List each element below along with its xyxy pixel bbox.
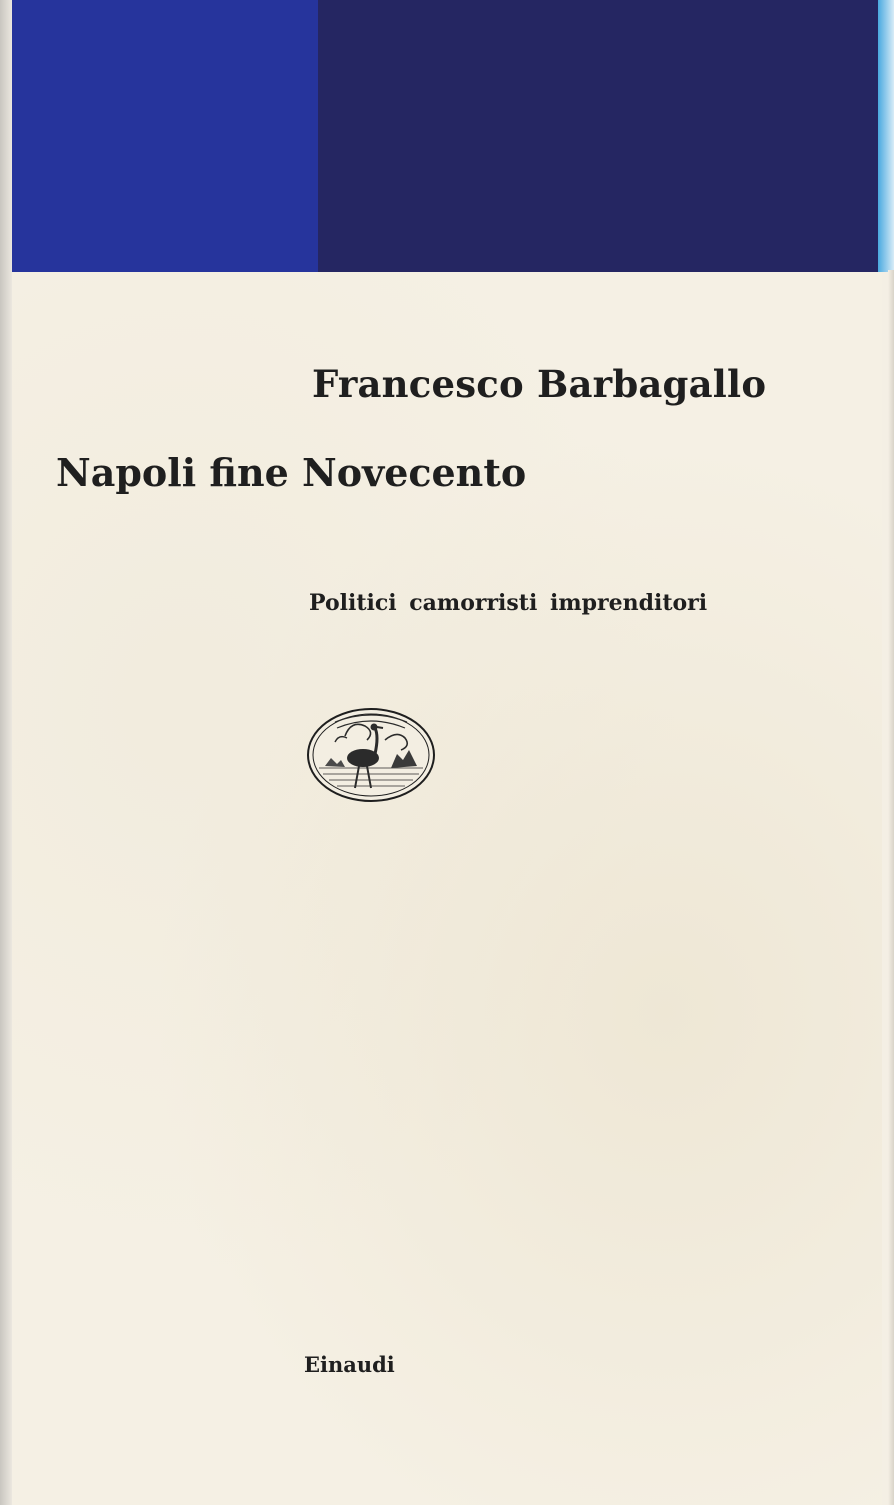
book-subtitle: Politici camorristi imprenditori — [309, 590, 708, 616]
publisher-name: Einaudi — [304, 1352, 395, 1377]
color-band-edge — [878, 0, 894, 272]
spine-edge — [0, 0, 12, 1505]
page-edge — [888, 270, 894, 1505]
color-band-navy — [318, 0, 878, 272]
book-title: Napoli fine Novecento — [56, 450, 527, 495]
color-band-blue — [12, 0, 318, 272]
ostrich-emblem-icon — [305, 706, 437, 804]
author-name: Francesco Barbagallo — [312, 362, 767, 406]
color-band — [12, 0, 878, 272]
